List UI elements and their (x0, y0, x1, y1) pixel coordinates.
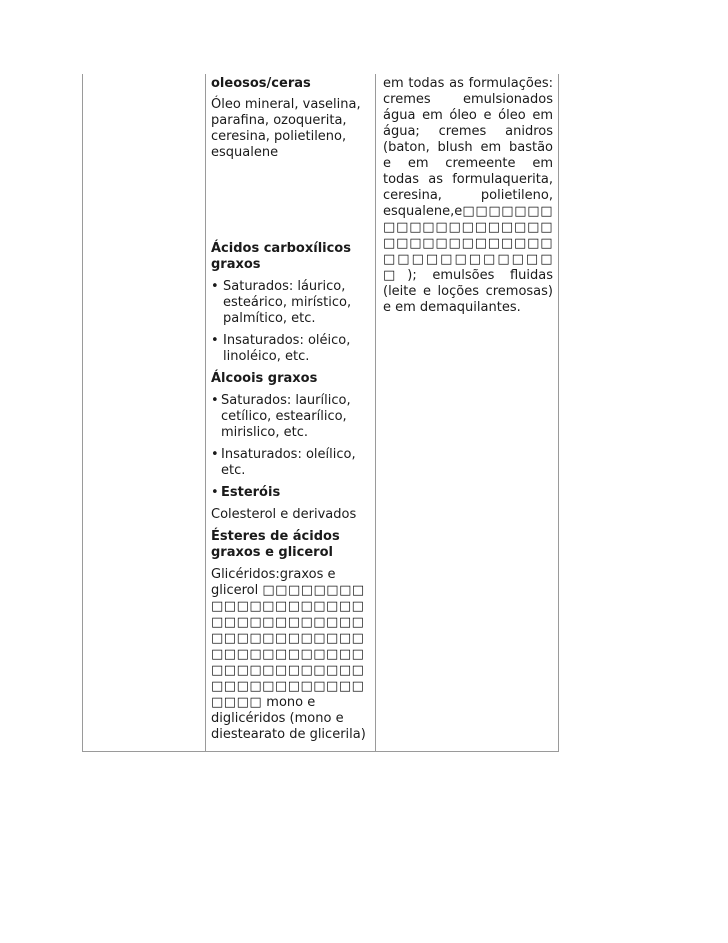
gliceridos-intro: Glicéridos:graxos e glicerol (211, 567, 336, 598)
usage-text-b: ); emulsões fluidas (leite e loções cremosas) e em demaquilantes. (383, 268, 553, 315)
alcoois-insaturados-text: Insaturados: oleílico, etc. (221, 447, 356, 478)
heading-oleosos: oleosos/ceras (211, 76, 311, 91)
table-border-left (82, 74, 83, 752)
content-table (82, 74, 559, 752)
list-item-acidos-saturados (211, 279, 368, 327)
usage-column (383, 76, 553, 316)
bullet: • (211, 485, 219, 500)
column-divider-1 (205, 74, 206, 752)
list-item-acidos-insaturados (211, 333, 368, 365)
esterois-label: Esteróis (221, 485, 281, 500)
gliceridos-tail: mono e diglicéridos (mono e diestearato de glicerila) (211, 695, 366, 742)
heading-esteres: Ésteres de ácidos graxos e glicerol (211, 529, 340, 560)
heading-alcoois: Álcoois graxos (211, 371, 318, 386)
bullet: • (211, 333, 219, 348)
bullet: • (211, 393, 219, 408)
gliceridos-text (211, 567, 368, 743)
colesterol-text: Colesterol e derivados (211, 507, 357, 522)
heading-acidos: Ácidos carboxílicos graxos (211, 241, 351, 272)
bullet: • (211, 279, 219, 294)
list-item-alcoois-insaturados (211, 447, 368, 479)
substances-column (211, 76, 368, 743)
column-divider-2 (375, 74, 376, 752)
bullet: • (211, 447, 219, 462)
alcoois-saturados-text: Saturados: laurílico, cetílico, estearílico, mirislico, etc. (221, 393, 351, 440)
table-border-bottom (82, 751, 559, 752)
usage-text (383, 76, 553, 316)
oleo-text: Óleo mineral, vaselina, parafina, ozoquerita, ceresina, polietileno, esqualene (211, 97, 361, 160)
list-item-alcoois-saturados (211, 393, 368, 441)
usage-missing-glyphs: □□□□□□□□□□□□□□□□□□□□□□□□□□□□□□□□□□□□□□□□□□□□□□ (383, 204, 553, 283)
acidos-insaturados-text: Insaturados: oléico, linoléico, etc. (223, 333, 351, 364)
table-border-right (558, 74, 559, 752)
gliceridos-missing-glyphs: □□□□□□□□□□□□□□□□□□□□□□□□□□□□□□□□□□□□□□□□□□□□□□□□□□□□□□□□□□□□□□□□□□□□□□□□□□□□□□□□□□□□ (211, 583, 365, 710)
list-item-esterois (211, 485, 368, 501)
acidos-saturados-text: Saturados: láurico, esteárico, mirístico, palmítico, etc. (223, 279, 352, 326)
usage-text-a: em todas as formulações: cremes emulsionados água em óleo e óleo em água; cremes anidros (baton, blush em bastão e em cremeente em todas as formulaquerita, ceresina, polietileno, esqualene,e (383, 76, 553, 219)
